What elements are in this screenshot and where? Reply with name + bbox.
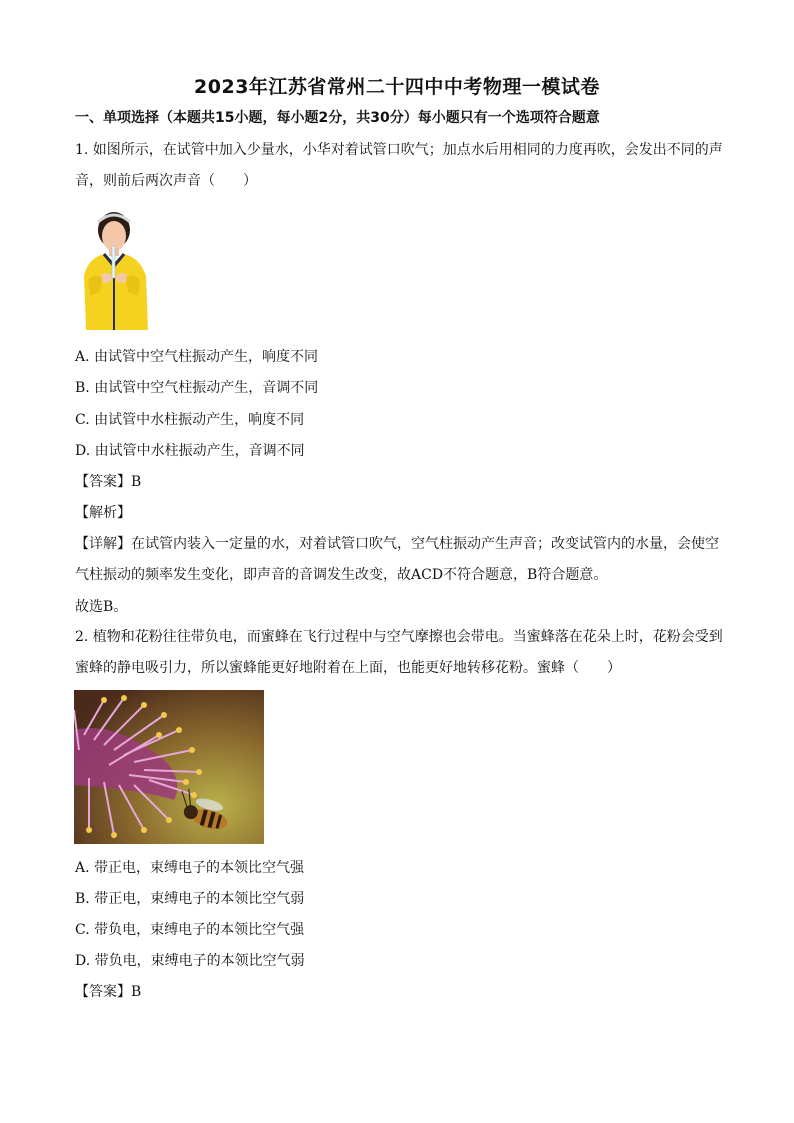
question-1-detail: 【详解】在试管内装入一定量的水，对着试管口吹气，空气柱振动产生声音；改变试管内的水量，会使空气柱振动的频率发生变化，即声音的音调发生改变，故ACD不符合题意，B符合题意。: [75, 536, 719, 583]
question-2-option-d: D. 带负电，束缚电子的本领比空气弱: [75, 953, 305, 969]
question-1-option-a: A. 由试管中空气柱振动产生，响度不同: [75, 349, 319, 365]
question-2-stem: 2. 植物和花粉往往带负电，而蜜蜂在飞行过程中与空气摩擦也会带电。当蜜蜂落在花朵上时，花粉会受到蜜蜂的静电吸引力，所以蜜蜂能更好地附着在上面，也能更好地转移花粉。蜜蜂（ ）: [75, 629, 723, 676]
question-2-option-a: A. 带正电，束缚电子的本领比空气强: [75, 860, 305, 876]
girl-blowing-test-tube-image: [74, 206, 154, 330]
question-2-answer: 【答案】B: [75, 984, 142, 1000]
question-1-option-d: D. 由试管中水柱振动产生，音调不同: [75, 443, 305, 459]
section-heading: 一、单项选择（本题共15小题，每小题2分，共30分）每小题只有一个选项符合题意: [75, 110, 600, 126]
question-1-conclusion: 故选B。: [75, 599, 128, 615]
question-1-option-b: B. 由试管中空气柱振动产生，音调不同: [75, 380, 319, 396]
question-1-option-c: C. 由试管中水柱振动产生，响度不同: [75, 412, 305, 428]
question-1-analysis-label: 【解析】: [75, 505, 131, 521]
question-1-stem: 1. 如图所示，在试管中加入少量水，小华对着试管口吹气；加点水后用相同的力度再吹，会发出不同的声音，则前后两次声音（ ）: [75, 142, 723, 189]
question-2-option-c: C. 带负电，束缚电子的本领比空气强: [75, 922, 305, 938]
question-2-option-b: B. 带正电，束缚电子的本领比空气弱: [75, 891, 305, 907]
question-1-answer: 【答案】B: [75, 474, 142, 490]
page-title: 2023年江苏省常州二十四中中考物理一模试卷: [194, 76, 600, 98]
bee-on-flower-image: [74, 690, 264, 844]
